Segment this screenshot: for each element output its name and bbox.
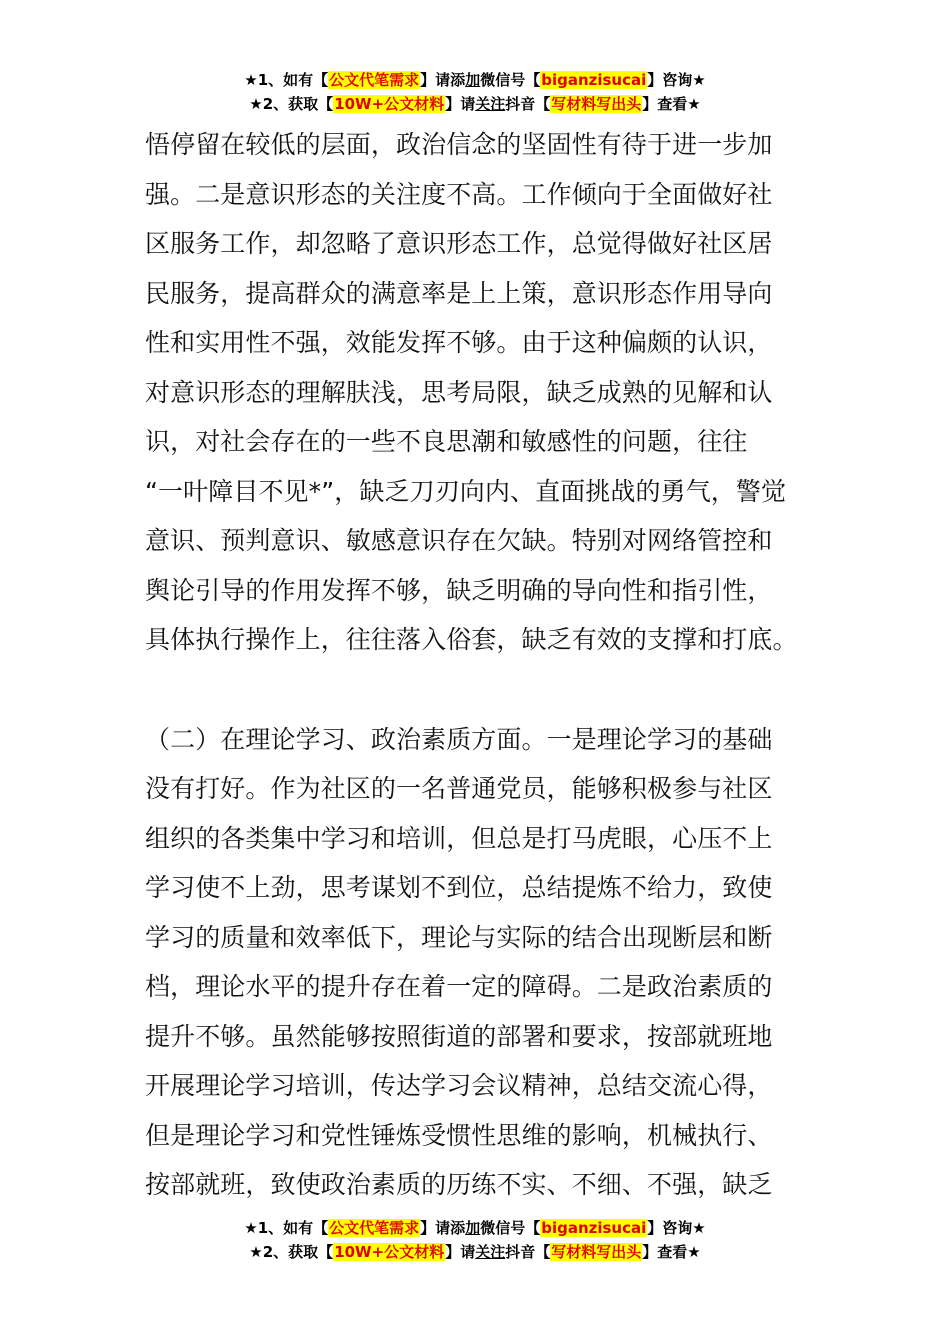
banner-text-underlined: 加	[465, 71, 481, 89]
highlight-wechat-id: biganzisucai	[541, 1219, 647, 1237]
body-line: 舆论引导的作用发挥不够，缺乏明确的导向性和指引性，	[145, 575, 773, 605]
banner-text: 抖音【	[505, 95, 551, 113]
section-heading-line: （二）在理论学习、政治素质方面。一是理论学习的基础	[145, 724, 773, 754]
body-line: 对意识形态的理解肤浅，思考局限，缺乏成熟的见解和认	[145, 377, 773, 407]
banner-text: 】请添	[420, 71, 466, 89]
banner-text: 】查看★	[642, 95, 701, 113]
body-line: 悟停留在较低的层面，政治信念的坚固性有待于进一步加	[145, 130, 773, 159]
banner-text-underlined: 关注	[475, 95, 506, 113]
body-line: 民服务，提高群众的满意率是上上策，意识形态作用导向	[145, 278, 773, 308]
banner-text: 】请添	[420, 1219, 466, 1237]
body-line: 意识、预判意识、敏感意识存在欠缺。特别对网络管控和	[145, 526, 773, 555]
banner-line-2	[0, 1240, 950, 1264]
highlight-wechat-id: biganzisucai	[541, 71, 647, 89]
highlight-ghostwriting: 公文代笔需求	[329, 1219, 420, 1237]
body-line: 但是理论学习和党性锤炼受惯性思维的影响，机械执行、	[145, 1120, 773, 1150]
banner-text: ★1、如有【	[244, 71, 329, 89]
body-line: 组织的各类集中学习和培训，但总是打马虎眼，心压不上	[145, 823, 773, 853]
body-line: 学习使不上劲，思考谋划不到位，总结提炼不给力，致使	[145, 873, 773, 902]
footer-banner	[0, 1216, 950, 1264]
banner-line-2	[0, 92, 950, 116]
body-line: 区服务工作，却忽略了意识形态工作，总觉得做好社区居	[145, 229, 773, 258]
banner-text: 微信号【	[480, 1219, 541, 1237]
highlight-douyin-account: 写材料写出头	[551, 1243, 642, 1261]
highlight-ghostwriting: 公文代笔需求	[329, 71, 420, 89]
body-line: 档，理论水平的提升存在着一定的障碍。二是政治素质的	[145, 972, 773, 1001]
banner-text: ★2、获取【	[249, 1243, 334, 1261]
body-line: 开展理论学习培训，传达学习会议精神，总结交流心得，	[145, 1071, 773, 1100]
banner-line-1	[0, 1216, 950, 1240]
banner-line-1	[0, 68, 950, 92]
body-line: 识，对社会存在的一些不良思潮和敏感性的问题，往往	[145, 427, 748, 456]
header-banner	[0, 68, 950, 116]
banner-text: 微信号【	[480, 71, 541, 89]
banner-text: 】请	[445, 1243, 476, 1261]
body-line: 提升不够。虽然能够按照街道的部署和要求，按部就班地	[145, 1021, 773, 1051]
highlight-materials: 10W+公文材料	[334, 95, 445, 113]
body-line: 性和实用性不强，效能发挥不够。由于这种偏颇的认识，	[145, 328, 773, 357]
banner-text-underlined: 加	[465, 1219, 481, 1237]
banner-text-underlined: 关注	[475, 1243, 506, 1261]
highlight-douyin-account: 写材料写出头	[551, 95, 642, 113]
body-line: “一叶障目不见*”，缺乏刀刃向内、直面挑战的勇气，警觉	[145, 476, 787, 506]
highlight-materials: 10W+公文材料	[334, 1243, 445, 1261]
body-line: 没有打好。作为社区的一名普通党员，能够积极参与社区	[145, 774, 773, 803]
banner-text: 抖音【	[505, 1243, 551, 1261]
paragraph-gap	[145, 665, 815, 715]
banner-text: ★1、如有【	[244, 1219, 329, 1237]
body-line: 按部就班，致使政治素质的历练不实、不细、不强，缺乏	[145, 1170, 773, 1199]
body-line: 学习的质量和效率低下，理论与实际的结合出现断层和断	[145, 922, 773, 952]
banner-text: 】咨询★	[647, 1219, 706, 1237]
banner-text: 】请	[445, 95, 476, 113]
banner-text: ★2、获取【	[249, 95, 334, 113]
document-body	[145, 120, 815, 1210]
banner-text: 】查看★	[642, 1243, 701, 1261]
body-line: 强。二是意识形态的关注度不高。工作倾向于全面做好社	[145, 179, 773, 209]
banner-text: 】咨询★	[647, 71, 706, 89]
body-line: 具体执行操作上，往往落入俗套，缺乏有效的支撑和打底。	[145, 625, 798, 654]
